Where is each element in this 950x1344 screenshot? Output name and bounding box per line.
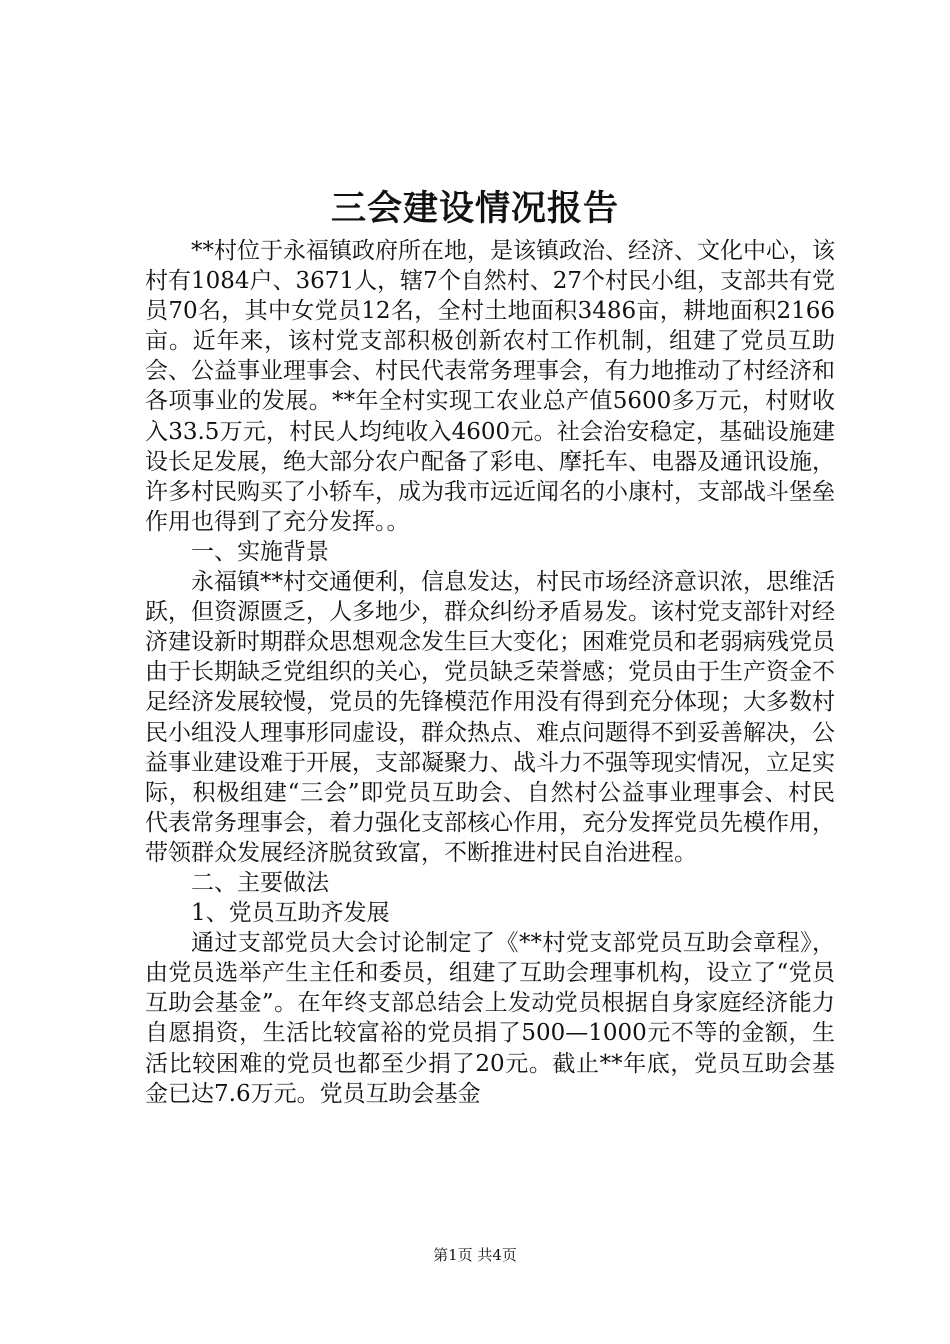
heading-main-methods: 二、主要做法 — [191, 869, 329, 896]
paragraph-background: 永福镇**村交通便利，信息发达，村民市场经济意识浓，思维活跃，但资源匮乏，人多地少，群众纠纷矛盾易发。该村党支部针对经济建设新时期群众思想观念发生巨大变化；困难党员和老弱病残党员由于长期缺乏党组织的关心，党员缺乏荣誉感；党员由于生产资金不足经济发展较慢，党员的先锋模范作用没有得到充分体现；大多数村民小组没人理事形同虚设，群众热点、难点问题得不到妥善解决，公益事业建设难于开展，支部凝聚力、战斗力不强等现实情况，立足实际，积极组建“三会”即党员互助会、自然村公益事业理事会、村民代表常务理事会，着力强化支部核心作用，充分发挥党员先模作用，带领群众发展经济脱贫致富，不断推进村民自治进程。 — [145, 569, 835, 866]
paragraph-intro: **村位于永福镇政府所在地，是该镇政治、经济、文化中心，该村有1084户、3671人，辖7个自然村、27个村民小组，支部共有党员70名，其中女党员12名，全村土地面积3486亩，耕地面积2166亩。近年来，该村党支部积极创新农村工作机制，组建了党员互助会、公益事业理事会、村民代表常务理事会，有力地推动了村经济和各项事业的发展。**年全村实现工农业总产值5600多万元，村财收入33.5万元，村民人均纯收入4600元。社会治安稳定，基础设施建设长足发展，绝大部分农户配备了彩电、摩托车、电器及通讯设施，许多村民购买了小轿车，成为我市远近闻名的小康村，支部战斗堡垒作用也得到了充分发挥。。 — [145, 238, 835, 535]
document-body — [145, 236, 835, 1109]
subheading-mutual-aid: 1、党员互助齐发展 — [191, 900, 390, 927]
document-title: 三会建设情况报告 — [330, 188, 619, 229]
heading-background: 一、实施背景 — [191, 538, 329, 565]
paragraph-mutual-aid: 通过支部党员大会讨论制定了《**村党支部党员互助会章程》，由党员选举产生主任和委员，组建了互助会理事机构，设立了“党员互助会基金”。在年终支部总结会上发动党员根据自身家庭经济能力自愿捐资，生活比较富裕的党员捐了500—1000元不等的金额，生活比较困难的党员也都至少捐了20元。截止**年底，党员互助会基金已达7.6万元。党员互助会基金 — [145, 930, 835, 1107]
page-footer: 第1页 共4页 — [433, 1246, 517, 1264]
